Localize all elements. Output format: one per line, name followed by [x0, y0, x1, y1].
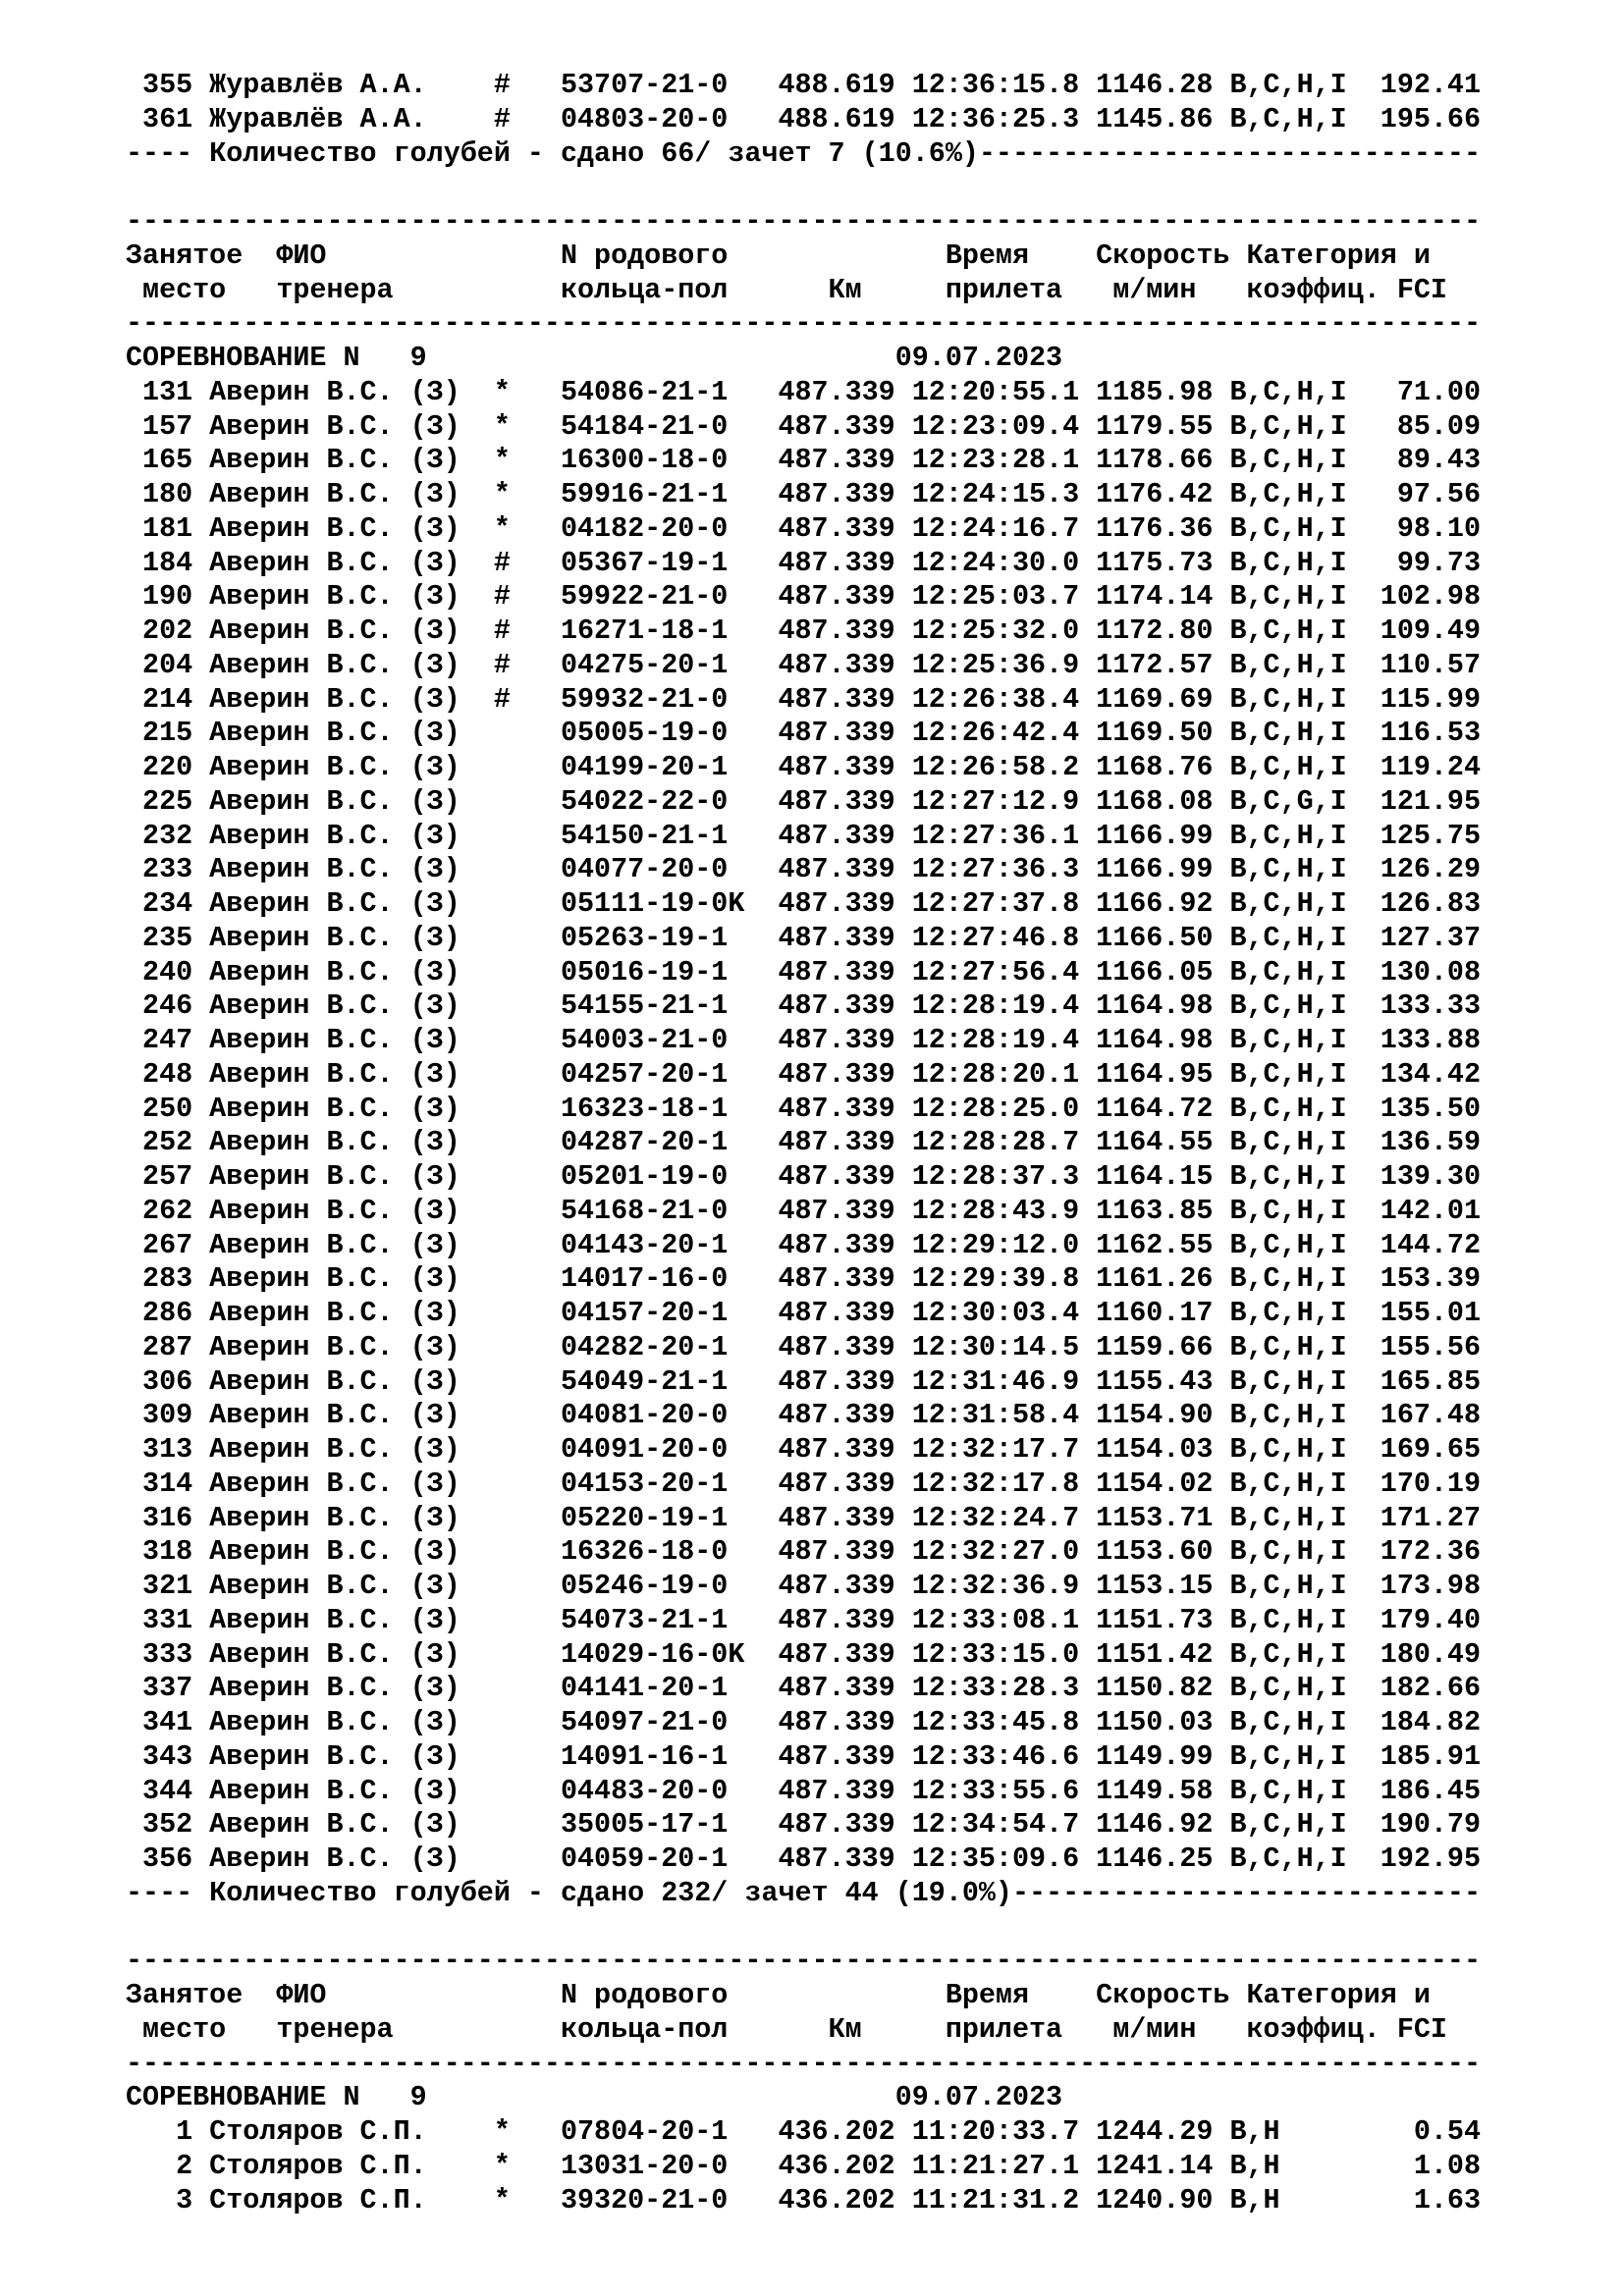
result-row: 3 Столяров С.П. * 39320-21-0 436.202 11:21:31.2 1240.90 B,H 1.63 [126, 2183, 1482, 2216]
result-row: 316 Аверин В.С. (З) 05220-19-1 487.339 12:32:24.7 1153.71 B,C,H,I 171.27 [126, 1501, 1482, 1534]
result-row: 235 Аверин В.С. (З) 05263-19-1 487.339 12:27:46.8 1166.50 B,C,H,I 127.37 [126, 921, 1482, 954]
result-row: 321 Аверин В.С. (З) 05246-19-0 487.339 12:32:36.9 1153.15 B,C,H,I 173.98 [126, 1570, 1482, 1602]
result-row: 352 Аверин В.С. (З) 35005-17-1 487.339 12:34:54.7 1146.92 B,C,H,I 190.79 [126, 1808, 1482, 1842]
result-row: 232 Аверин В.С. (З) 54150-21-1 487.339 12:27:36.1 1166.99 B,C,H,I 125.75 [126, 819, 1482, 852]
result-row: 233 Аверин В.С. (З) 04077-20-0 487.339 12:27:36.3 1166.99 B,C,H,I 126.29 [126, 853, 1482, 886]
result-row: 318 Аверин В.С. (З) 16326-18-0 487.339 12:32:27.0 1153.60 B,C,H,I 172.36 [126, 1535, 1482, 1569]
result-row: 247 Аверин В.С. (З) 54003-21-0 487.339 12:28:19.4 1164.98 B,C,H,I 133.88 [126, 1024, 1482, 1056]
column-header-line: Занятое ФИО N родового Время Скорость Категория и [126, 1979, 1431, 2011]
result-row: 220 Аверин В.С. (З) 04199-20-1 487.339 12:26:58.2 1168.76 B,C,H,I 119.24 [126, 751, 1482, 783]
competition-line: СОРЕВНОВАНИЕ N 9 09.07.2023 [126, 342, 1063, 374]
result-row: 184 Аверин В.С. (З) # 05367-19-1 487.339 12:24:30.0 1175.73 B,C,H,I 99.73 [126, 546, 1482, 579]
result-row: 313 Аверин В.С. (З) 04091-20-0 487.339 12:32:17.7 1154.03 B,C,H,I 169.65 [126, 1433, 1482, 1466]
competition-line: СОРЕВНОВАНИЕ N 9 09.07.2023 [126, 2081, 1063, 2114]
column-header-line: Занятое ФИО N родового Время Скорость Категория и [126, 239, 1431, 272]
column-header-line: место тренера кольца-пол Км прилета м/мин коэффиц. FCI [126, 2012, 1447, 2046]
result-row: 248 Аверин В.С. (З) 04257-20-1 487.339 12:28:20.1 1164.95 B,C,H,I 134.42 [126, 1057, 1482, 1091]
result-row: 157 Аверин В.С. (З) * 54184-21-0 487.339 12:23:09.4 1179.55 B,C,H,I 85.09 [126, 409, 1482, 443]
result-row: 314 Аверин В.С. (З) 04153-20-1 487.339 12:32:17.8 1154.02 B,C,H,I 170.19 [126, 1467, 1482, 1500]
separator-line: --------------------------------------------------------------------------------- [126, 2047, 1482, 2080]
result-row: 331 Аверин В.С. (З) 54073-21-1 487.339 12:33:08.1 1151.73 B,C,H,I 179.40 [126, 1603, 1482, 1636]
result-row: 286 Аверин В.С. (З) 04157-20-1 487.339 12:30:03.4 1160.17 B,C,H,I 155.01 [126, 1297, 1482, 1329]
result-row: 225 Аверин В.С. (З) 54022-22-0 487.339 12:27:12.9 1168.08 B,C,G,I 121.95 [126, 784, 1482, 818]
result-row: 356 Аверин В.С. (З) 04059-20-1 487.339 12:35:09.6 1146.25 B,C,H,I 192.95 [126, 1842, 1482, 1875]
result-row: 202 Аверин В.С. (З) # 16271-18-1 487.339 12:25:32.0 1172.80 B,C,H,I 109.49 [126, 614, 1482, 647]
result-row: 131 Аверин В.С. (З) * 54086-21-1 487.339 12:20:55.1 1185.98 B,C,H,I 71.00 [126, 375, 1482, 408]
result-row: 2 Столяров С.П. * 13031-20-0 436.202 11:21:27.1 1241.14 B,H 1.08 [126, 2149, 1482, 2182]
result-row: 337 Аверин В.С. (З) 04141-20-1 487.339 12:33:28.3 1150.82 B,C,H,I 182.66 [126, 1672, 1482, 1705]
summary-line: ---- Количество голубей - сдано 232/ зачет 44 (19.0%)---------------------------- [126, 1876, 1482, 1909]
result-row: 341 Аверин В.С. (З) 54097-21-0 487.339 12:33:45.8 1150.03 B,C,H,I 184.82 [126, 1706, 1482, 1738]
blank-line [126, 171, 1481, 205]
result-row: 306 Аверин В.С. (З) 54049-21-1 487.339 12:31:46.9 1155.43 B,C,H,I 165.85 [126, 1364, 1482, 1398]
separator-line: --------------------------------------------------------------------------------- [126, 205, 1482, 238]
result-row: 165 Аверин В.С. (З) * 16300-18-0 487.339 12:23:28.1 1178.66 B,C,H,I 89.43 [126, 444, 1482, 477]
result-row: 361 Журавлёв А.А. # 04803-20-0 488.619 12:36:25.3 1145.86 B,C,H,I 195.66 [126, 102, 1482, 135]
result-row: 267 Аверин В.С. (З) 04143-20-1 487.339 12:29:12.0 1162.55 B,C,H,I 144.72 [126, 1228, 1482, 1261]
result-row: 204 Аверин В.С. (З) # 04275-20-1 487.339 12:25:36.9 1172.57 B,C,H,I 110.57 [126, 648, 1482, 681]
result-row: 283 Аверин В.С. (З) 14017-16-0 487.339 12:29:39.8 1161.26 B,C,H,I 153.39 [126, 1262, 1482, 1296]
result-row: 246 Аверин В.С. (З) 54155-21-1 487.339 12:28:19.4 1164.98 B,C,H,I 133.33 [126, 989, 1482, 1023]
summary-line: ---- Количество голубей - сдано 66/ зачет 7 (10.6%)------------------------------ [126, 136, 1482, 170]
result-row: 309 Аверин В.С. (З) 04081-20-0 487.339 12:31:58.4 1154.90 B,C,H,I 167.48 [126, 1399, 1482, 1432]
result-row: 250 Аверин В.С. (З) 16323-18-1 487.339 12:28:25.0 1164.72 B,C,H,I 135.50 [126, 1092, 1482, 1125]
result-row: 1 Столяров С.П. * 07804-20-1 436.202 11:20:33.7 1244.29 B,H 0.54 [126, 2115, 1482, 2148]
results-printout [126, 69, 1481, 2217]
result-row: 240 Аверин В.С. (З) 05016-19-1 487.339 12:27:56.4 1166.05 B,C,H,I 130.08 [126, 955, 1482, 988]
result-row: 333 Аверин В.С. (З) 14029-16-0K 487.339 12:33:15.0 1151.42 B,C,H,I 180.49 [126, 1637, 1482, 1671]
result-row: 215 Аверин В.С. (З) 05005-19-0 487.339 12:26:42.4 1169.50 B,C,H,I 116.53 [126, 717, 1482, 750]
result-row: 343 Аверин В.С. (З) 14091-16-1 487.339 12:33:46.6 1149.99 B,C,H,I 185.91 [126, 1739, 1482, 1773]
result-row: 252 Аверин В.С. (З) 04287-20-1 487.339 12:28:28.7 1164.55 B,C,H,I 136.59 [126, 1126, 1482, 1159]
result-row: 234 Аверин В.С. (З) 05111-19-0K 487.339 12:27:37.8 1166.92 B,C,H,I 126.83 [126, 887, 1482, 920]
separator-line: --------------------------------------------------------------------------------- [126, 1945, 1482, 1978]
column-header-line: место тренера кольца-пол Км прилета м/мин коэффиц. FCI [126, 273, 1447, 306]
result-row: 344 Аверин В.С. (З) 04483-20-0 487.339 12:33:55.6 1149.58 B,C,H,I 186.45 [126, 1774, 1482, 1807]
result-row: 287 Аверин В.С. (З) 04282-20-1 487.339 12:30:14.5 1159.66 B,C,H,I 155.56 [126, 1330, 1482, 1363]
result-row: 214 Аверин В.С. (З) # 59932-21-0 487.339 12:26:38.4 1169.69 B,C,H,I 115.99 [126, 682, 1482, 716]
result-row: 190 Аверин В.С. (З) # 59922-21-0 487.339 12:25:03.7 1174.14 B,C,H,I 102.98 [126, 580, 1482, 614]
result-row: 181 Аверин В.С. (З) * 04182-20-0 487.339 12:24:16.7 1176.36 B,C,H,I 98.10 [126, 511, 1482, 545]
separator-line: --------------------------------------------------------------------------------- [126, 307, 1482, 341]
result-row: 355 Журавлёв А.А. # 53707-21-0 488.619 12:36:15.8 1146.28 B,C,H,I 192.41 [126, 69, 1482, 101]
result-row: 262 Аверин В.С. (З) 54168-21-0 487.339 12:28:43.9 1163.85 B,C,H,I 142.01 [126, 1194, 1482, 1227]
blank-line [126, 1911, 1481, 1946]
result-row: 257 Аверин В.С. (З) 05201-19-0 487.339 12:28:37.3 1164.15 B,C,H,I 139.30 [126, 1160, 1482, 1193]
result-row: 180 Аверин В.С. (З) * 59916-21-1 487.339 12:24:15.3 1176.42 B,C,H,I 97.56 [126, 478, 1482, 510]
